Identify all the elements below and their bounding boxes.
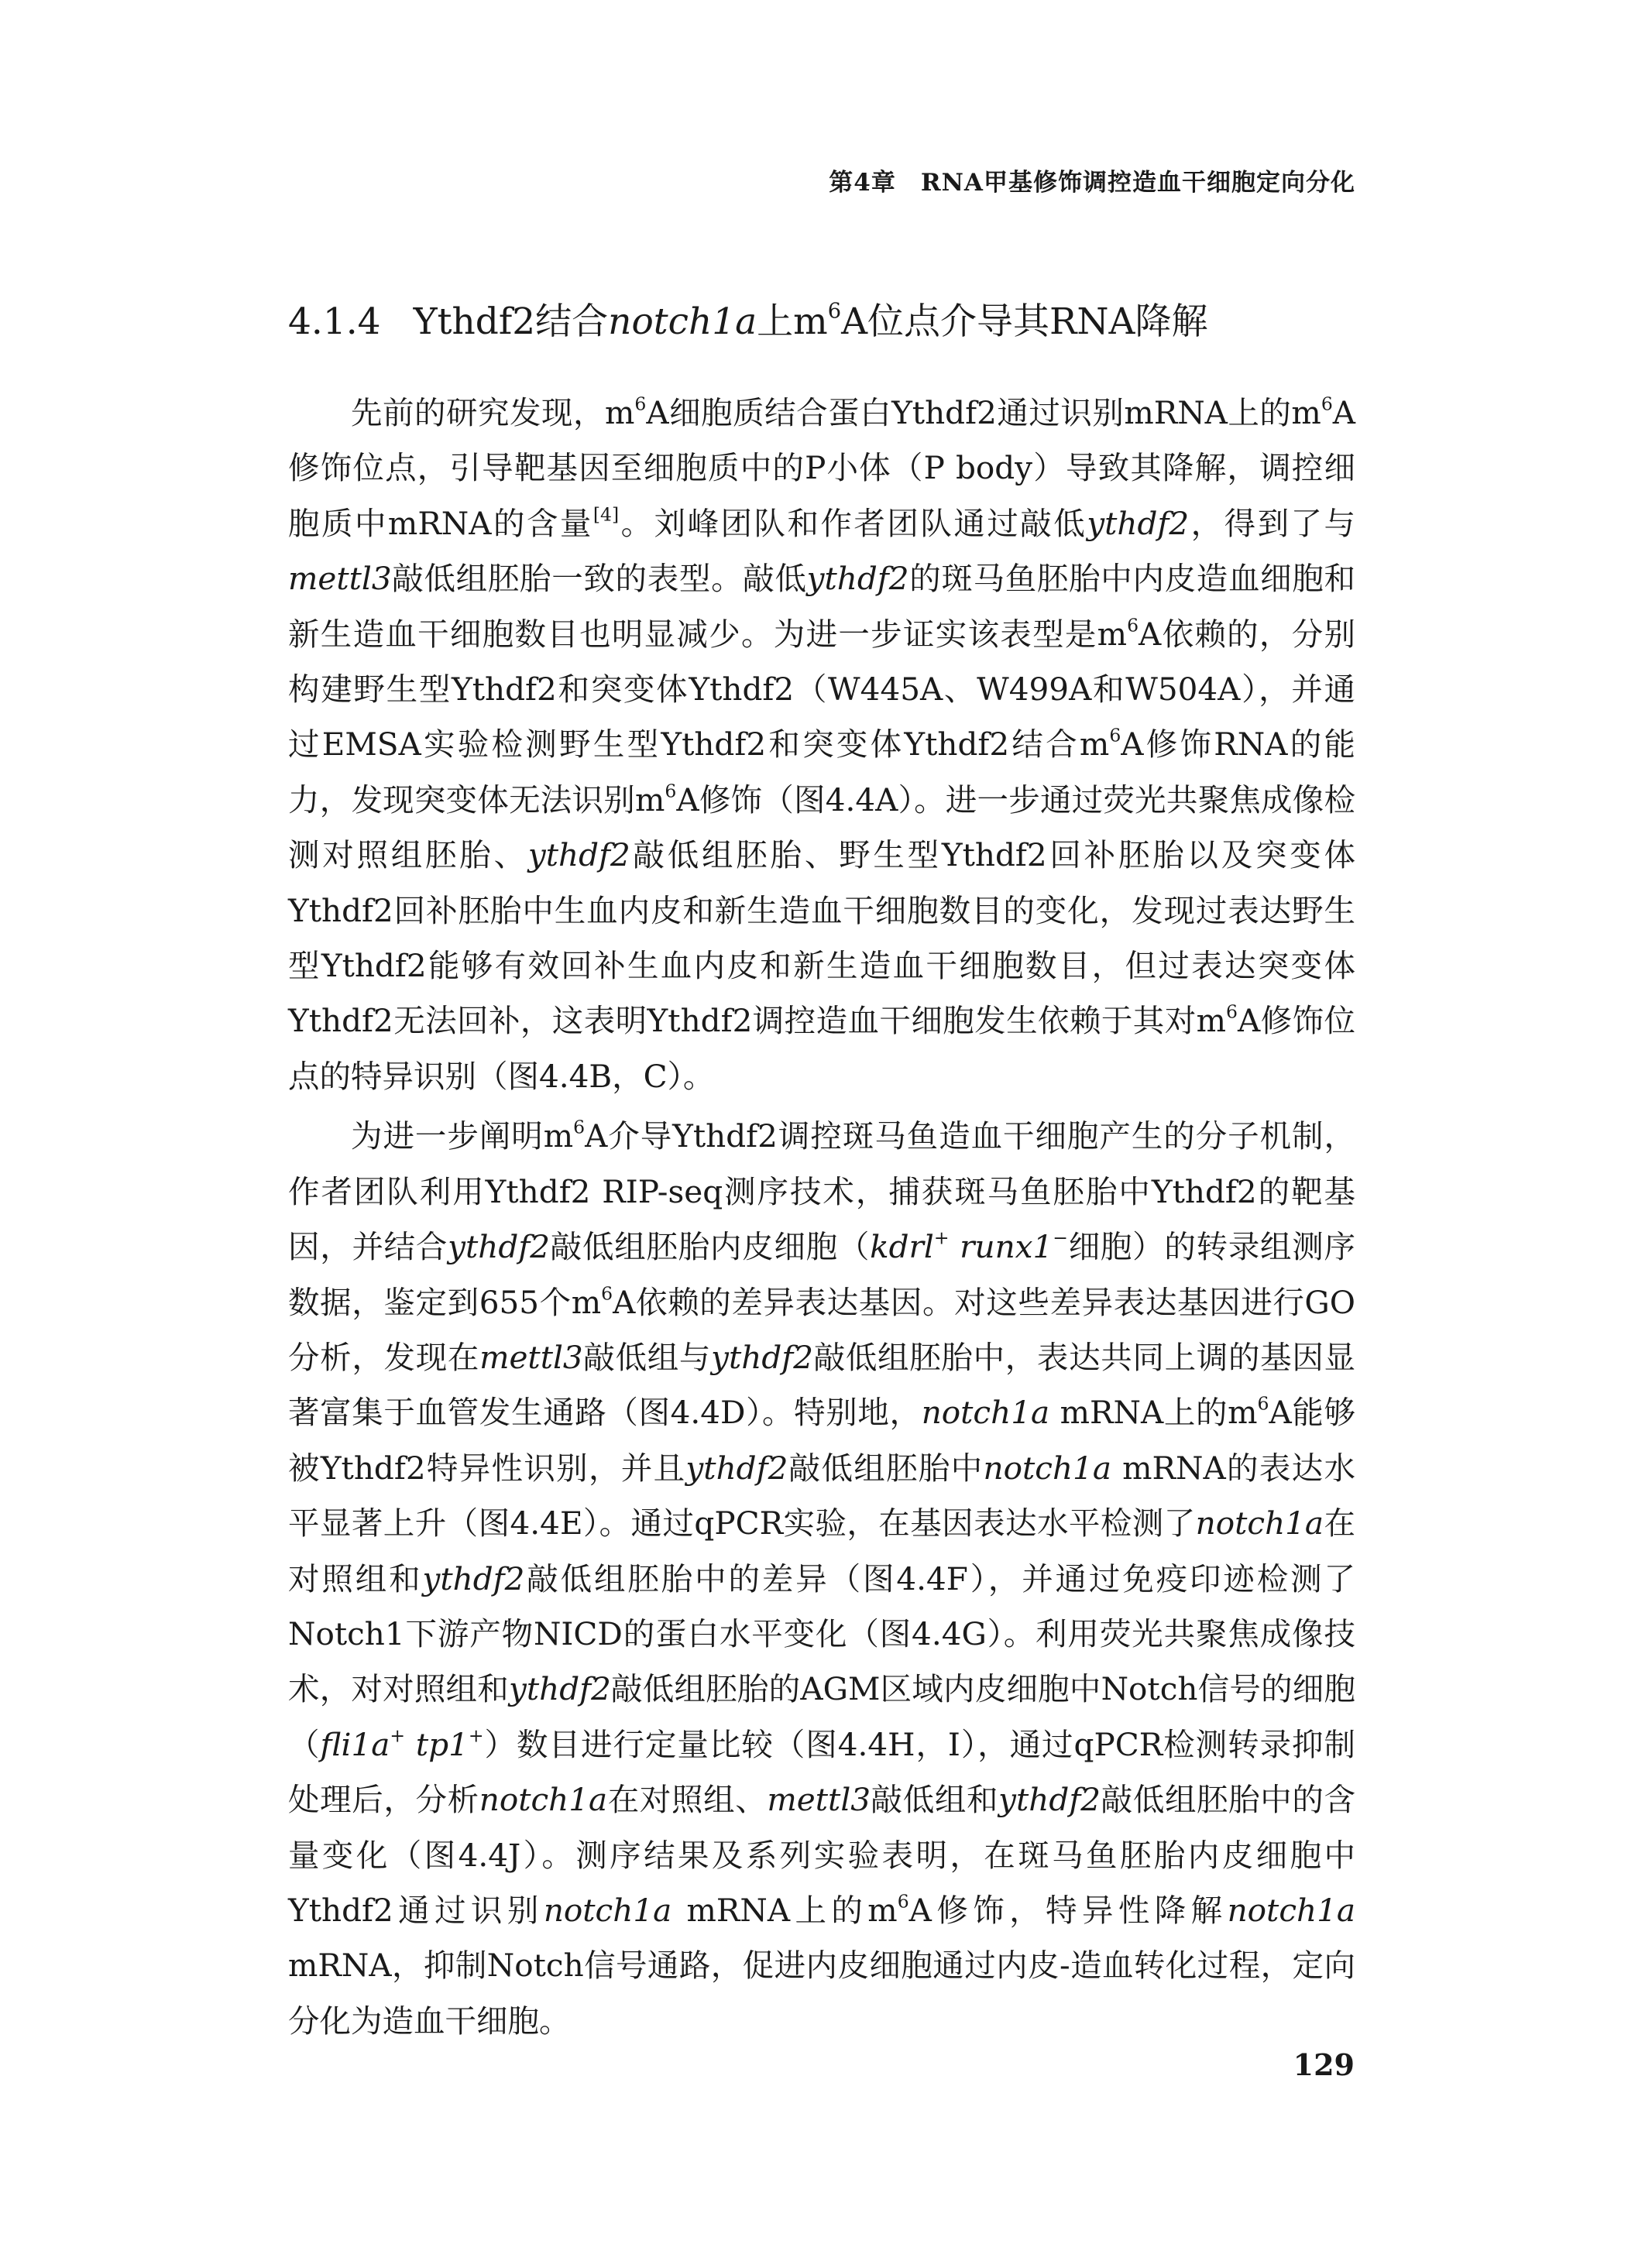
running-head: 第4章 RNA甲基修饰调控造血干细胞定向分化 — [829, 169, 1355, 197]
section-title: Ythdf2结合notch1a上$m^6A$位点介导其RNA降解 — [413, 299, 1208, 343]
section-number: 4.1.4 — [288, 300, 381, 343]
page-number: 129 — [1293, 2047, 1355, 2082]
paragraph-2: 为进一步阐明$m^6A$介导Ythdf2调控斑马鱼造血干细胞产生的分子机制，作者团队利用Ythdf2 RIP-seq测序技术，捕获斑马鱼胚胎中Ythdf2的靶基因，并结合ythdf2敲低组胚胎内皮细胞（kdrl+ runx1−细胞）的转录组测序数据，鉴定到655个$m^6A$依赖的差异表达基因。对这些差异表达基因进行GO分析，发现在mettl3敲低组与ythdf2敲低组胚胎中，表达共同上调的基因显著富集于血管发生通路（图4.4D）。特别地，notch1a mRNA上的$m^6A$能够被Ythdf2特异性识别，并且ythdf2敲低组胚胎中notch1a mRNA的表达水平显著上升（图4.4E）。通过qPCR实验，在基因表达水平检测了notch1a在对照组和ythdf2敲低组胚胎中的差异（图4.4F），并通过免疫印迹检测了Notch1下游产物NICD的蛋白水平变化（图4.4G）。利用荧光共聚焦成像技术，对对照组和ythdf2敲低组胚胎的AGM区域内皮细胞中Notch信号的细胞（fli1a+ tp1+）数目进行定量比较（图4.4H，I），通过qPCR检测转录抑制处理后，分析notch1a在对照组、mettl3敲低组和ythdf2敲低组胚胎中的含量变化（图4.4J）。测序结果及系列实验表明，在斑马鱼胚胎内皮细胞中Ythdf2通过识别notch1a mRNA上的$m^6A$修饰，特异性降解notch1a mRNA，抑制Notch信号通路，促进内皮细胞通过内皮-造血转化过程，定向分化为造血干细胞。 — [288, 1116, 1356, 2040]
body-text — [288, 386, 1355, 2049]
paragraph-1: 先前的研究发现，$m^6A$细胞质结合蛋白Ythdf2通过识别mRNA上的$m^6A$修饰位点，引导靶基因至细胞质中的P小体（P body）导致其降解，调控细胞质中mRNA的含量[4]。刘峰团队和作者团队通过敲低ythdf2，得到了与mettl3敲低组胚胎一致的表型。敲低ythdf2的斑马鱼胚胎中内皮造血细胞和新生造血干细胞数目也明显减少。为进一步证实该表型是$m^6A$依赖的，分别构建野生型Ythdf2和突变体Ythdf2（W445A、W499A和W504A），并通过EMSA实验检测野生型Ythdf2和突变体Ythdf2结合$m^6A$修饰RNA的能力，发现突变体无法识别$m^6A$修饰（图4.4A）。进一步通过荧光共聚焦成像检测对照组胚胎、ythdf2敲低组胚胎、野生型Ythdf2回补胚胎以及突变体Ythdf2回补胚胎中生血内皮和新生造血干细胞数目的变化，发现过表达野生型Ythdf2能够有效回补生血内皮和新生造血干细胞数目，但过表达突变体Ythdf2无法回补，这表明Ythdf2调控造血干细胞发生依赖于其对$m^6A$修饰位点的特异识别（图4.4B，C）。 — [288, 393, 1356, 1095]
section-heading — [288, 293, 1372, 345]
